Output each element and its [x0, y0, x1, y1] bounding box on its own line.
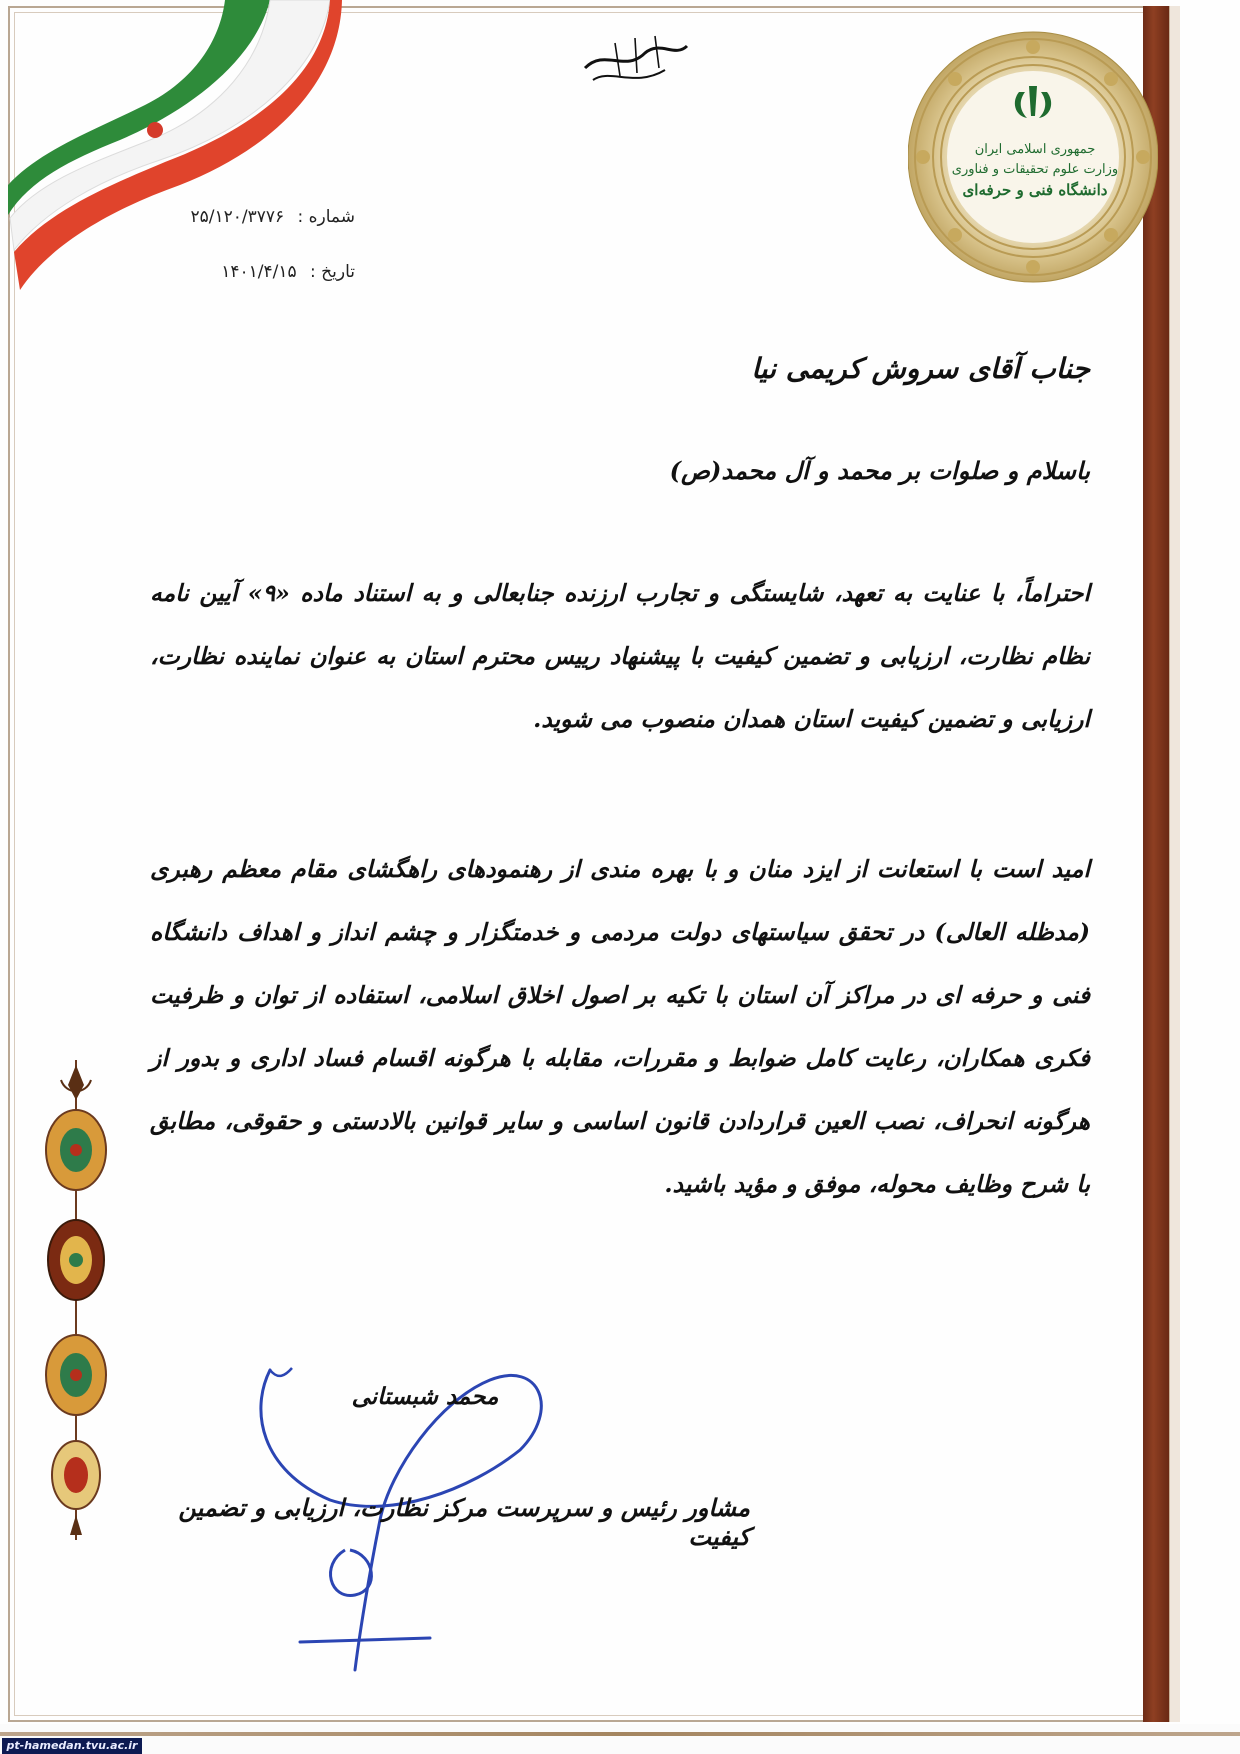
bismillah-calligraphy	[575, 28, 695, 98]
ornament-medallion-icon	[52, 1441, 100, 1509]
footer-divider	[0, 1732, 1240, 1736]
signatory-title: مشاور رئیس و سرپرست مرکز نظارت، ارزیابی و تضمین کیفیت	[178, 1493, 750, 1551]
paragraph-wishes: امید است با استعانت از ایزد منان و با بهره مندی از رهنمودهای راهگشای مقام معظم رهبری (مدظله العالی) در تحقق سیاستهای دولت مردمی و خدمتگزار و چشم انداز و اهداف دانشگاه فنی و حرفه ای در مراکز آن استان با تکیه بر اصول اخلاق اسلامی، استفاده از توان و ظرفیت فکری همکاران، رعایت کامل ضوابط و مقررات، مقابله با هرگونه اقسام فساد اداری و بدور از هرگونه انحراف، نصب العین قراردادن قانون اساسی و سایر قوانین بالادستی و حقوقی، مطابق با شرح وظایف محوله، موفق و مؤید باشید.	[150, 855, 1090, 1198]
emblem-line-ministry: وزارت علوم تحقیقات و فناوری	[951, 161, 1119, 177]
letter-date-row	[150, 262, 355, 282]
website-link[interactable]: pt-hamedan.tvu.ac.ir	[2, 1738, 142, 1754]
paragraph-appointment: احتراماً، با عنایت به تعهد، شایستگی و تجارب ارزنده جنابعالی و به استناد ماده «۹» آیین نامه نظام نظارت، ارزیابی و تضمین کیفیت با پیشنهاد رییس محترم استان به عنوان نماینده نظارت، ارزیابی و تضمین کیفیت استان همدان منصوب می شوید.	[150, 579, 1090, 733]
greeting: باسلام و صلوات بر محمد و آل محمد(ص)	[669, 456, 1090, 485]
emblem-line-university: دانشگاه فنی و حرفه‌ای	[962, 181, 1108, 199]
date-label: تاریخ :	[310, 262, 355, 282]
ornament-medallion-icon	[48, 1220, 104, 1300]
footer-area	[0, 1724, 1240, 1754]
signatory-name: محمد شبستانی	[351, 1383, 499, 1410]
flag-emblem-icon	[147, 122, 163, 138]
iran-flag-ribbon	[0, 0, 420, 340]
number-value: ۲۵/۱۲۰/۳۷۷۶	[190, 207, 285, 227]
right-border-edge	[1169, 6, 1180, 1722]
number-label: شماره :	[297, 207, 355, 227]
letter-number-row	[150, 207, 355, 227]
ornament-medallion-icon	[46, 1335, 106, 1415]
decorative-ornament-column	[36, 1060, 116, 1540]
ornament-finial-icon	[61, 1065, 91, 1100]
emblem-caption	[950, 140, 1120, 202]
emblem-line-country: جمهوری اسلامی ایران	[974, 142, 1096, 157]
ornament-medallion-icon	[46, 1110, 106, 1190]
addressee: جناب آقای سروش کریمی نیا	[751, 352, 1090, 385]
date-value: ۱۴۰۱/۴/۱۵	[221, 262, 297, 282]
